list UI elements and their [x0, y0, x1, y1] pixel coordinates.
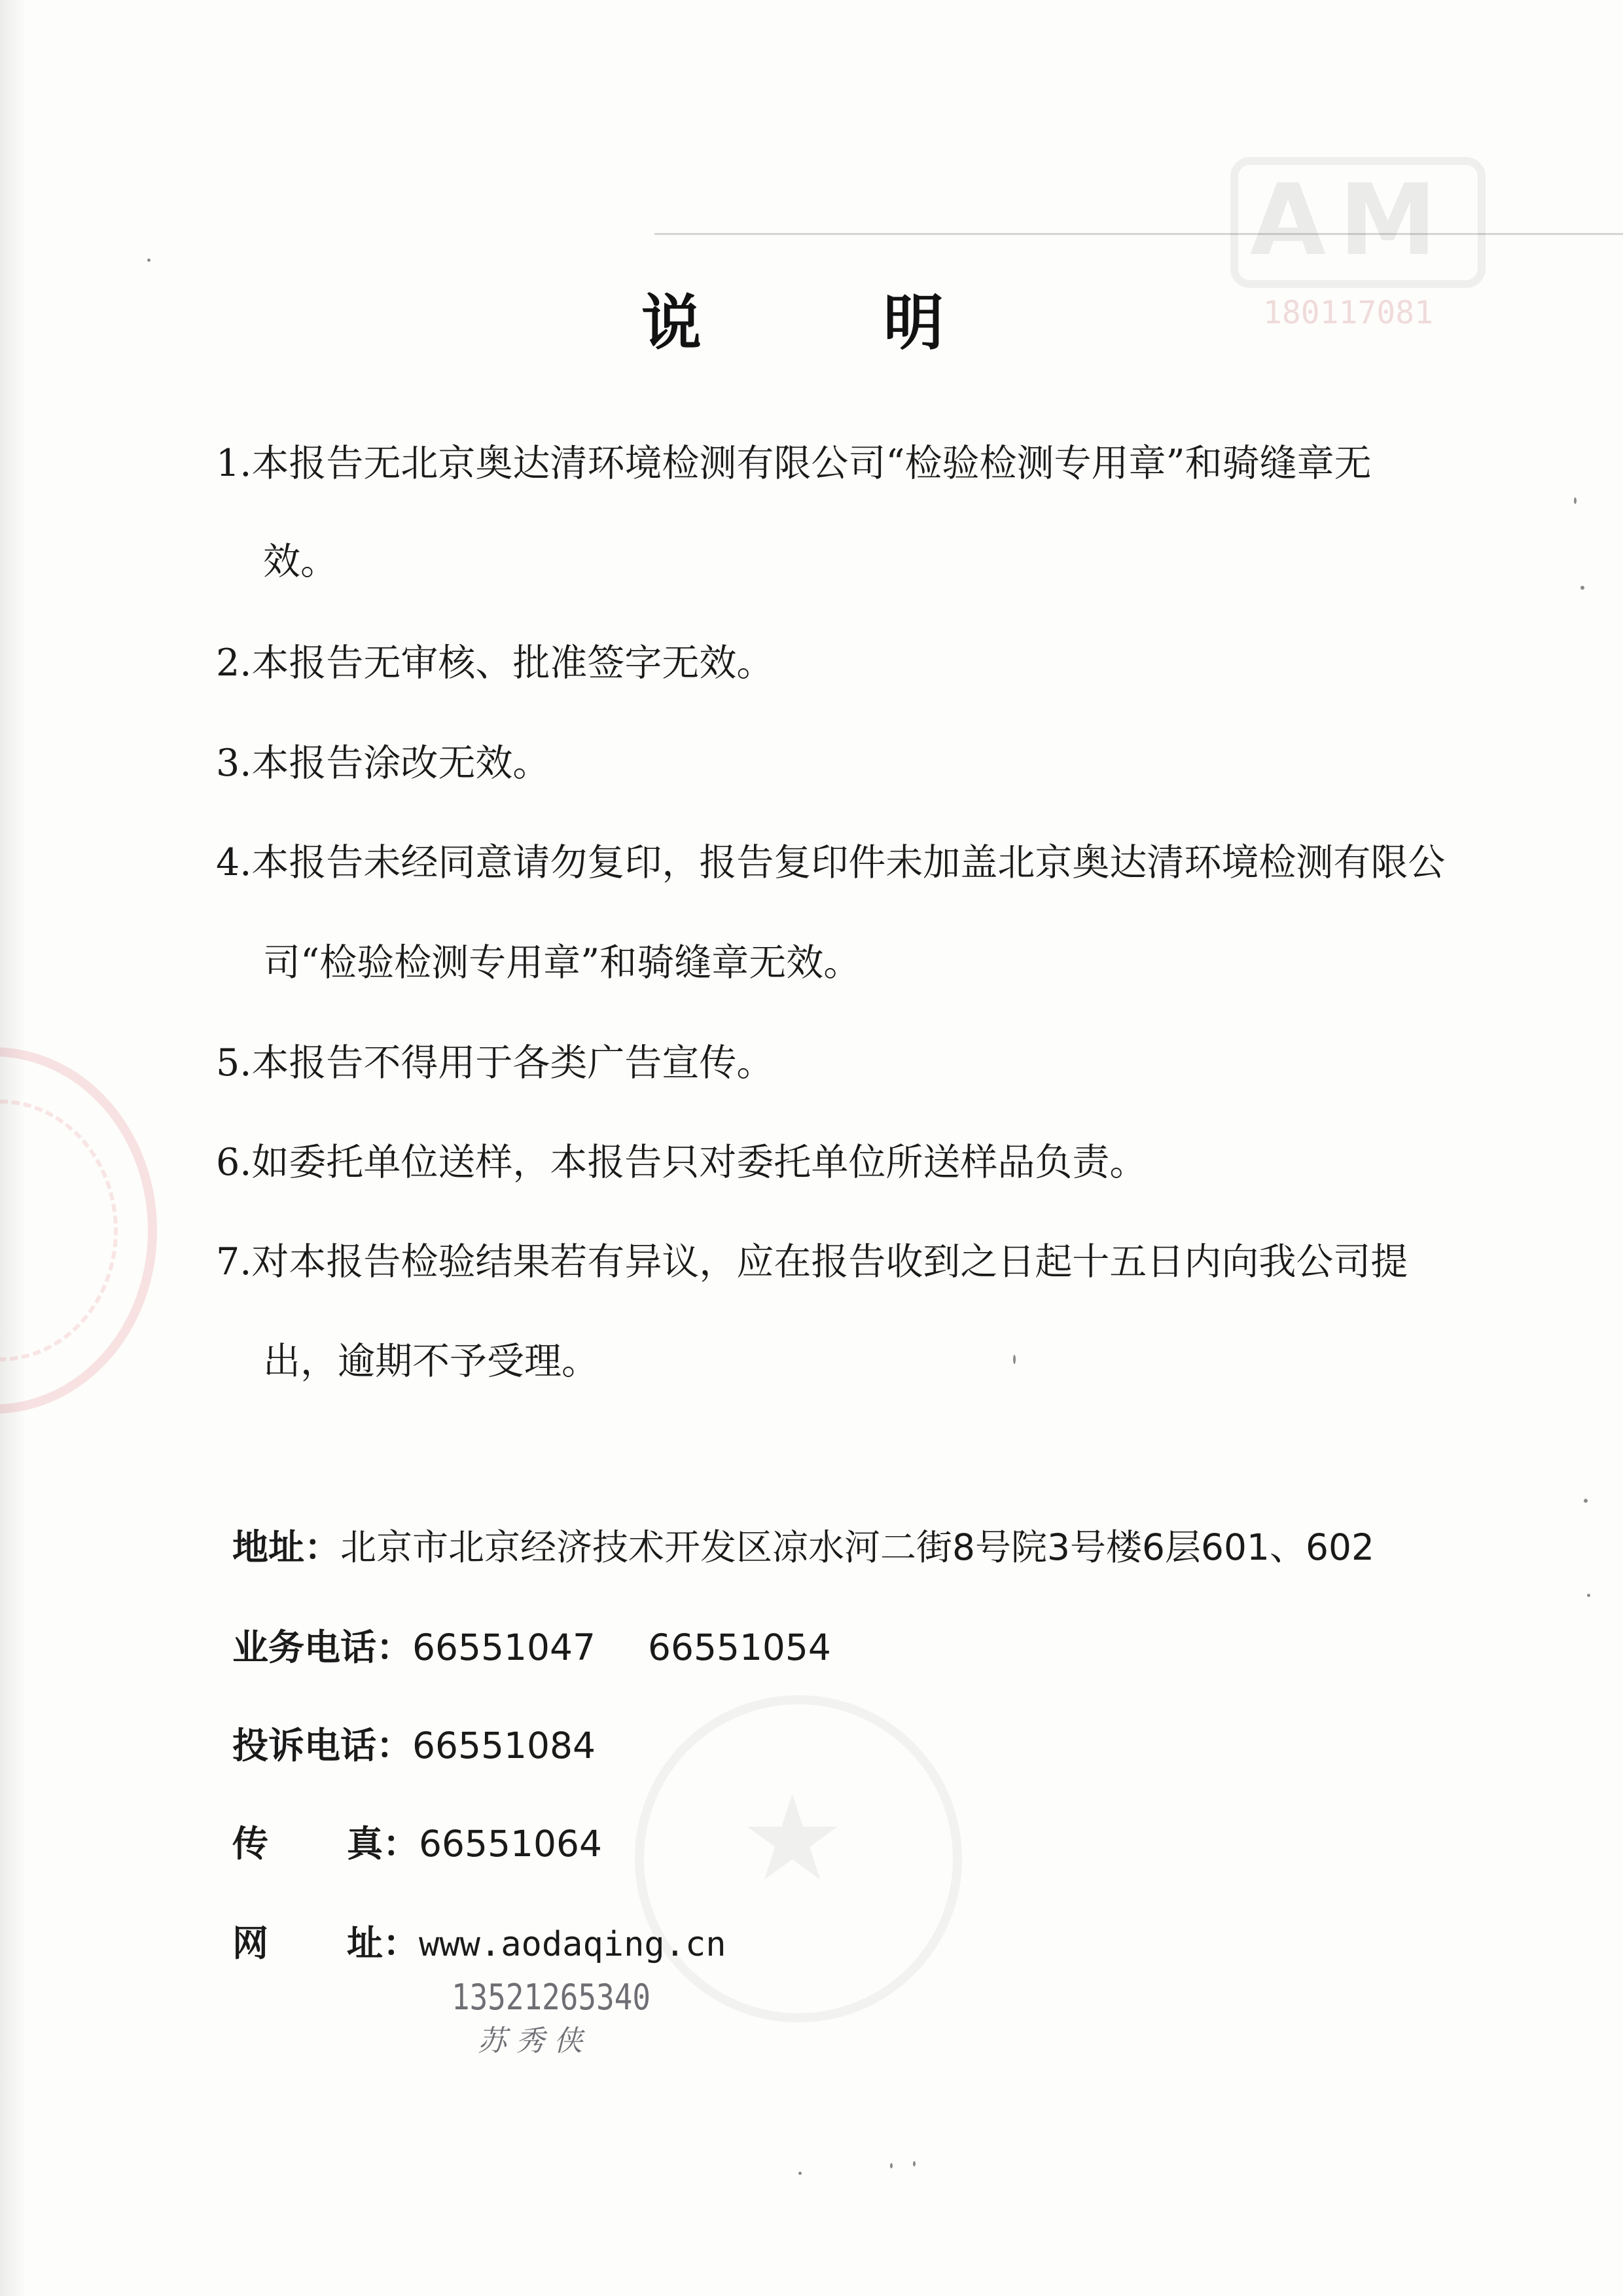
website-link[interactable]: www.aodaqing.cn	[419, 1925, 726, 1964]
scan-speck	[147, 259, 151, 262]
scan-speck	[1574, 497, 1577, 504]
complaint-phone-label: 投诉电话：	[232, 1725, 413, 1767]
scan-speck	[798, 2172, 802, 2175]
note-4-line-1: 4.本报告未经同意请勿复印，报告复印件未加盖北京奥达清环境检测有限公	[216, 841, 1446, 884]
note-1-line-1: 1.本报告无北京奥达清环境检测有限公司“检验检测专用章”和骑缝章无	[216, 442, 1372, 485]
business-phone-2: 66551054	[647, 1626, 831, 1668]
note-2: 2.本报告无审核、批准签字无效。	[216, 641, 774, 685]
seal-star-icon: ★	[740, 1770, 846, 1907]
note-3: 3.本报告涂改无效。	[216, 742, 550, 785]
note-4-line-2: 司“检验检测专用章”和骑缝章无效。	[263, 941, 861, 984]
note-5: 5.本报告不得用于各类广告宣传。	[216, 1041, 774, 1085]
fax-value: 66551064	[419, 1823, 602, 1865]
title-char-2: 明	[883, 287, 944, 358]
note-1-line-2: 效。	[263, 540, 338, 583]
note-7-line-2: 出，逾期不予受理。	[263, 1340, 599, 1383]
complaint-phone-row	[232, 1725, 596, 1767]
address-label: 地址：	[232, 1526, 341, 1568]
business-phone-label: 业务电话：	[232, 1626, 413, 1668]
business-phone-1: 66551047	[412, 1626, 596, 1668]
website-label-char-2: 址：	[347, 1922, 419, 1964]
cma-seal-number: 180117081	[1263, 295, 1434, 331]
note-7-line-1: 7.对本报告检验结果若有异议，应在报告收到之日起十五日内向我公司提	[216, 1240, 1408, 1283]
website-label-char-1: 网	[232, 1922, 269, 1964]
stamp-name: 苏秀侠	[478, 2024, 592, 2058]
scan-speck	[913, 2161, 916, 2166]
fax-row	[232, 1823, 602, 1865]
fax-label-char-1: 传	[232, 1823, 269, 1865]
scan-speck	[1013, 1355, 1016, 1364]
website-row	[232, 1922, 726, 1964]
stamp-phone: 13521265340	[452, 1977, 651, 2018]
note-6: 6.如委托单位送样，本报告只对委托单位所送样品负责。	[216, 1141, 1147, 1184]
fax-label-char-2: 真：	[347, 1823, 419, 1865]
scan-speck	[1587, 1594, 1590, 1597]
scan-speck	[1580, 586, 1584, 590]
scan-speck	[890, 2163, 893, 2168]
address-row	[232, 1526, 1374, 1568]
cma-seal-text: AM	[1250, 164, 1450, 278]
scan-speck	[1584, 1499, 1588, 1503]
address-value: 北京市北京经济技术开发区凉水河二街8号院3号楼6层601、602	[340, 1526, 1374, 1568]
title-char-1: 说	[641, 287, 702, 358]
complaint-phone-value: 66551084	[412, 1725, 596, 1767]
business-phone-row	[232, 1626, 831, 1668]
